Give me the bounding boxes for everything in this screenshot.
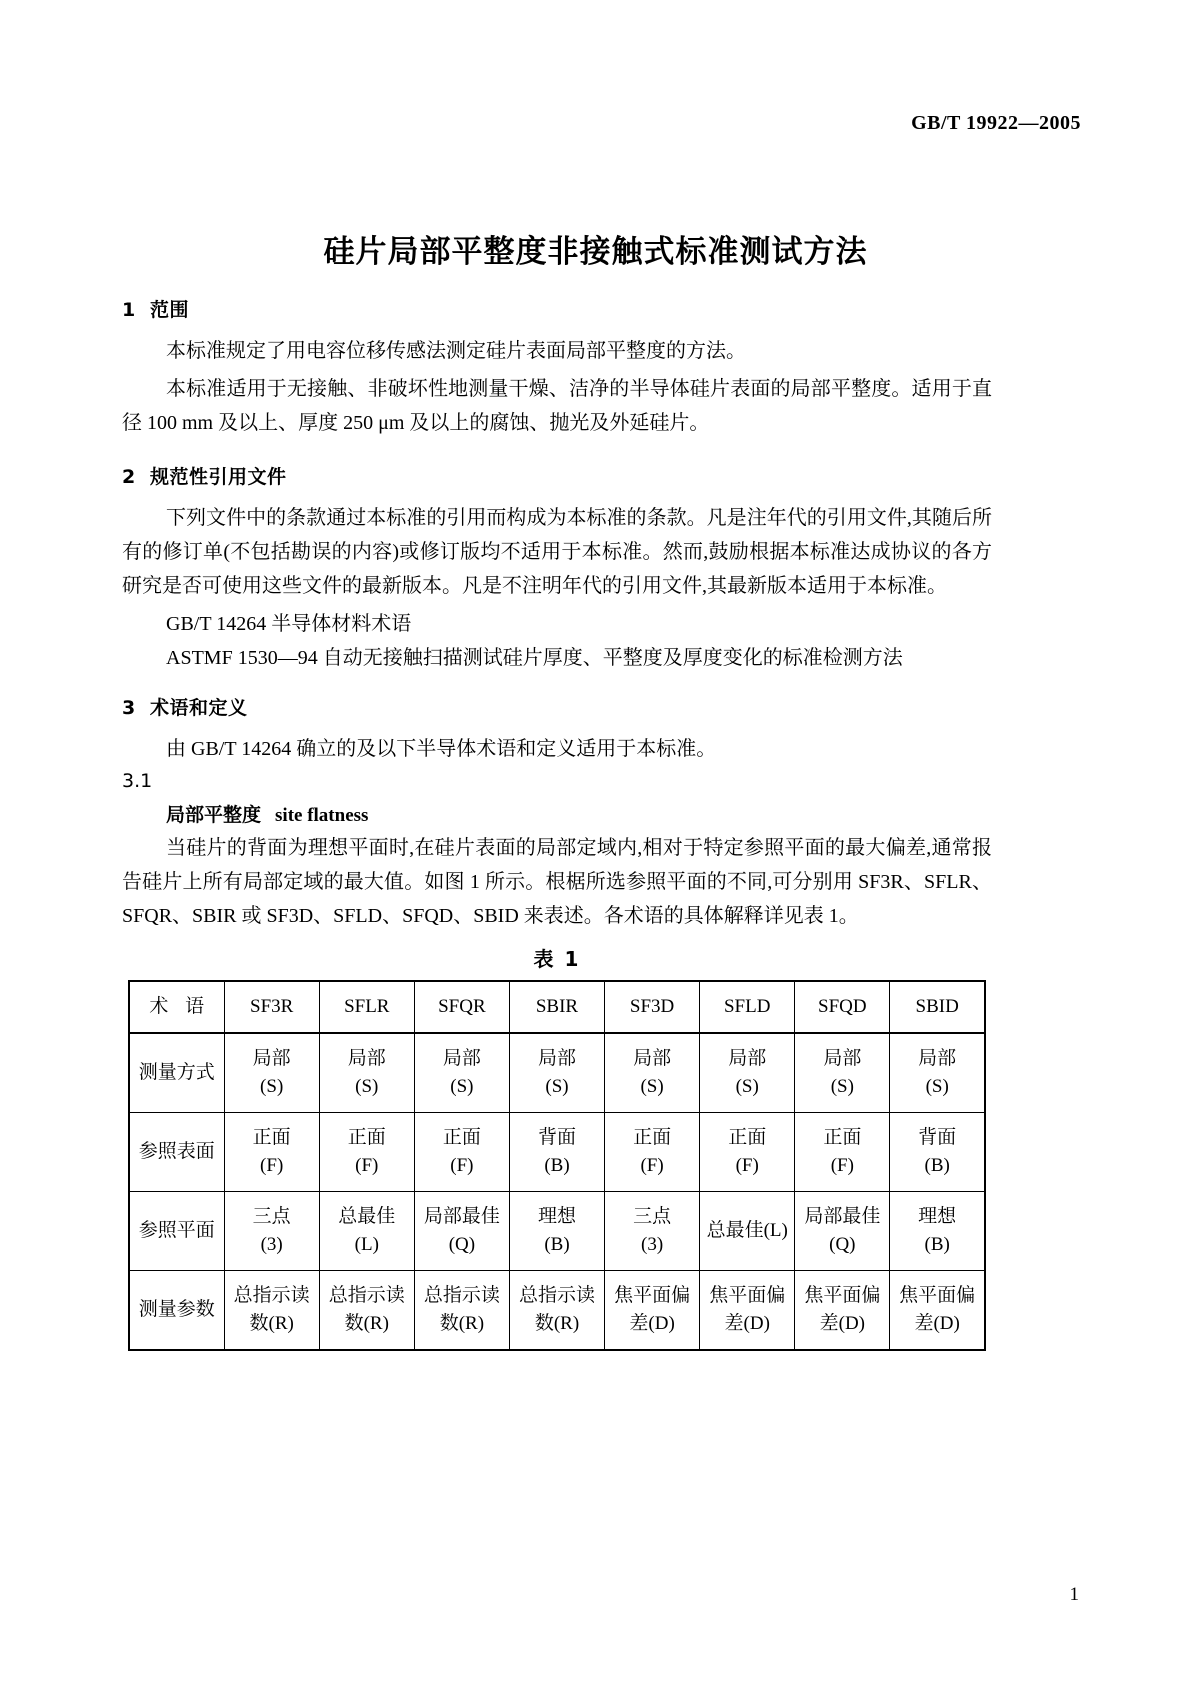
table-cell: 焦平面偏 差(D) [795, 1271, 890, 1351]
section-heading-1 [122, 295, 992, 322]
table-header-cell-sflr: SFLR [319, 981, 414, 1033]
term-name-en: site flatness [275, 805, 369, 826]
table-cell: 理想 (B) [890, 1192, 985, 1271]
section-title-3: 术语和定义 [150, 697, 248, 719]
table-cell: 总最佳 (L) [319, 1192, 414, 1271]
term-heading-site-flatness [122, 800, 992, 827]
section-2-paragraph-1: 下列文件中的条款通过本标准的引用而构成为本标准的条款。凡是注年代的引用文件,其随后所有的修订单(不包括勘误的内容)或修订版均不适用于本标准。然而,鼓励根据本标准达成协议的各方研究是否可使用这些文件的最新版本。凡是不注明年代的引用文件,其最新版本适用于本标准。 [122, 507, 992, 597]
normative-reference-1: GB/T 14264 半导体材料术语 [166, 613, 412, 635]
table-header-cell-sf3d: SF3D [605, 981, 700, 1033]
table-cell: 局部 (S) [414, 1033, 509, 1113]
table-cell: 局部 (S) [319, 1033, 414, 1113]
table-header-cell-sfld: SFLD [700, 981, 795, 1033]
table-header-cell-sfqd: SFQD [795, 981, 890, 1033]
normative-reference-2: ASTMF 1530—94 自动无接触扫描测试硅片厚度、平整度及厚度变化的标准检测方法 [166, 647, 903, 669]
term-name-cn: 局部平整度 [166, 804, 262, 826]
table-cell: 正面 (F) [605, 1113, 700, 1192]
table-cell: 背面 (B) [890, 1113, 985, 1192]
table-header-cell-sbid: SBID [890, 981, 985, 1033]
table-cell: 总指示读 数(R) [319, 1271, 414, 1351]
table-cell: 焦平面偏 差(D) [605, 1271, 700, 1351]
table-cell: 总指示读 数(R) [224, 1271, 319, 1351]
row-label-measurement-parameter: 测量参数 [129, 1271, 224, 1351]
table-cell: 背面 (B) [509, 1113, 604, 1192]
section-title-1: 范围 [150, 299, 190, 321]
section-1-paragraph-1: 本标准规定了用电容位移传感法测定硅片表面局部平整度的方法。 [166, 340, 746, 362]
section-1-paragraph-2: 本标准适用于无接触、非破坏性地测量干燥、洁净的半导体硅片表面的局部平整度。适用于直径 100 mm 及以上、厚度 250 μm 及以上的腐蚀、抛光及外延硅片。 [122, 378, 992, 434]
table-header-cell-sbir: SBIR [509, 981, 604, 1033]
table-row [129, 1271, 985, 1351]
section-3-paragraph-1: 由 GB/T 14264 确立的及以下半导体术语和定义适用于本标准。 [166, 738, 717, 760]
table-cell: 正面 (F) [224, 1113, 319, 1192]
table-cell: 局部 (S) [700, 1033, 795, 1113]
table-1 [128, 980, 986, 1351]
table-header-row [129, 981, 985, 1033]
table-cell: 局部 (S) [509, 1033, 604, 1113]
document-title: 硅片局部平整度非接触式标准测试方法 [323, 233, 868, 270]
table-cell: 局部最佳 (Q) [414, 1192, 509, 1271]
table-cell: 理想 (B) [509, 1192, 604, 1271]
table-cell: 焦平面偏 差(D) [700, 1271, 795, 1351]
table-row [129, 1192, 985, 1271]
table-header-cell-sfqr: SFQR [414, 981, 509, 1033]
section-heading-2 [122, 462, 992, 489]
table-caption: 表 1 [533, 947, 581, 971]
section-heading-3 [122, 693, 992, 720]
section-number-3: 3 [122, 697, 136, 719]
table-cell: 焦平面偏 差(D) [890, 1271, 985, 1351]
table-row [129, 1033, 985, 1113]
table-cell: 正面 (F) [414, 1113, 509, 1192]
table-row [129, 1113, 985, 1192]
subsection-number-3-1: 3.1 [122, 770, 153, 792]
document-body [122, 295, 992, 1351]
section-number-2: 2 [122, 466, 136, 488]
table-cell: 总指示读 数(R) [509, 1271, 604, 1351]
table-cell: 正面 (F) [795, 1113, 890, 1192]
table-header-cell-term: 术 语 [129, 981, 224, 1033]
table-cell: 三点 (3) [605, 1192, 700, 1271]
table-cell: 总指示读 数(R) [414, 1271, 509, 1351]
table-cell: 局部 (S) [795, 1033, 890, 1113]
table-cell: 局部 (S) [605, 1033, 700, 1113]
page-header-standard-number: GB/T 19922—2005 [911, 112, 1081, 134]
table-cell: 局部 (S) [890, 1033, 985, 1113]
section-3-1-definition: 当硅片的背面为理想平面时,在硅片表面的局部定域内,相对于特定参照平面的最大偏差,通常报告硅片上所有局部定域的最大值。如图 1 所示。根椐所选参照平面的不同,可分别用 SF3R、SFLR、SFQR、SBIR 或 SF3D、SFLD、SFQD、SBID 来表述。各术语的具体解释详见表 1。 [122, 837, 992, 927]
row-label-reference-surface: 参照表面 [129, 1113, 224, 1192]
table-cell: 正面 (F) [319, 1113, 414, 1192]
table-header-cell-sf3r: SF3R [224, 981, 319, 1033]
table-cell: 局部 (S) [224, 1033, 319, 1113]
table-cell: 总最佳(L) [700, 1192, 795, 1271]
row-label-reference-plane: 参照平面 [129, 1192, 224, 1271]
table-cell: 三点 (3) [224, 1192, 319, 1271]
table-cell: 局部最佳 (Q) [795, 1192, 890, 1271]
table-cell: 正面 (F) [700, 1113, 795, 1192]
section-title-2: 规范性引用文件 [150, 466, 287, 488]
section-number-1: 1 [122, 299, 136, 321]
row-label-measurement-method: 测量方式 [129, 1033, 224, 1113]
page-number: 1 [1069, 1584, 1079, 1605]
